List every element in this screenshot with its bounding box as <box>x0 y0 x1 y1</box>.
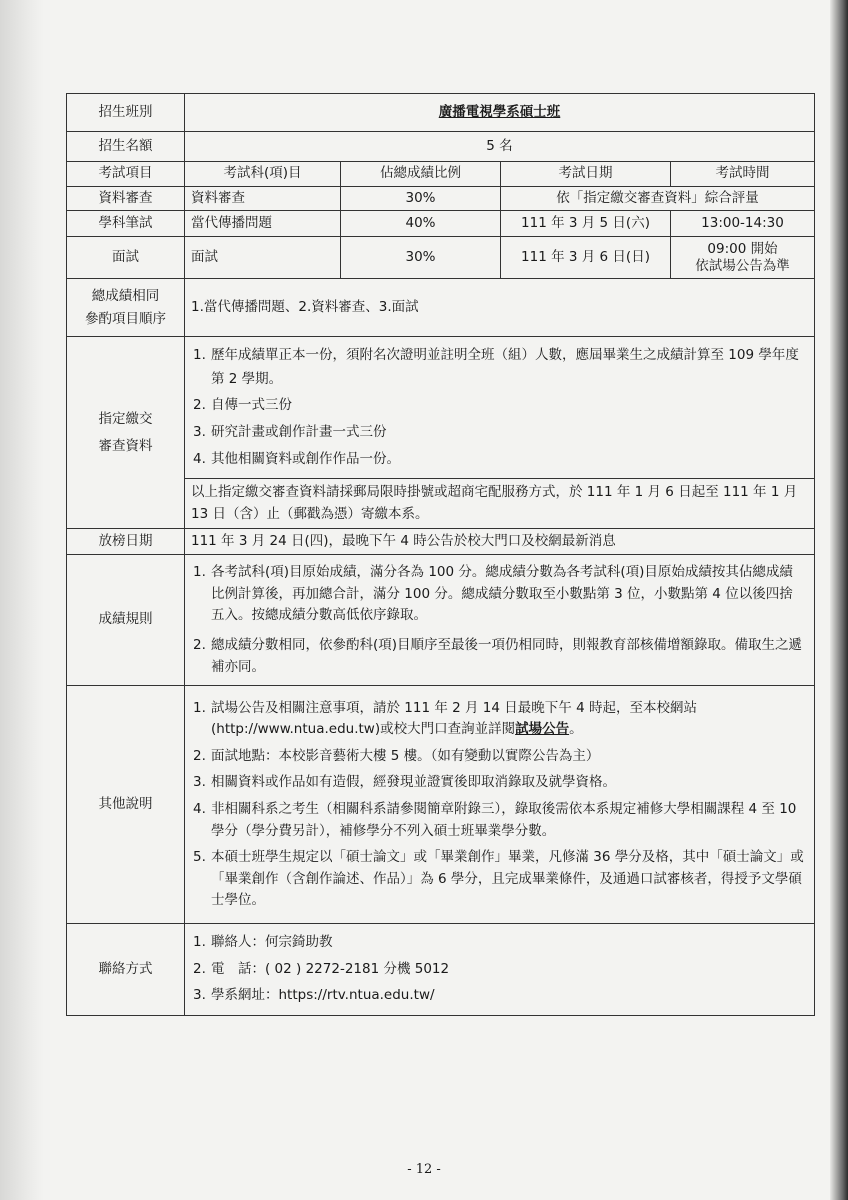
quota-row <box>67 132 815 162</box>
other-list <box>193 698 806 912</box>
other-cell <box>185 686 815 924</box>
list-item: 3. 學系網址：https://rtv.ntua.edu.tw/ <box>193 987 435 1004</box>
scoring-cell <box>185 555 815 686</box>
exam-row-interview <box>67 237 815 279</box>
exam-date: 111 年 3 月 6 日(日) <box>501 237 671 279</box>
program-row <box>67 94 815 132</box>
release-row <box>67 529 815 555</box>
contact-row <box>67 924 815 1016</box>
list-item: 2. 面試地點：本校影音藝術大樓 5 樓。（如有變動以實際公告為主） <box>193 747 600 764</box>
other-label: 其他說明 <box>67 686 185 924</box>
list-item: 5. 本碩士班學生規定以「碩士論文」或「畢業創作」畢業，凡修滿 36 學分及格，其中「碩士論文」或「畢業創作（含創作論述、作品）」為 6 學分，且完成畢業條件，及通過口試審核者，得授予文學碩士學位。 <box>193 849 804 909</box>
exam-time-line1: 09:00 開始 <box>707 240 778 257</box>
priority-label-line2: 參酌項目順序 <box>85 310 166 327</box>
list-item: 2. 總成績分數相同，依參酌科(項)目順序至最後一項仍相同時，則報教育部核備增額錄取。備取生之遞補亦同。 <box>193 637 803 675</box>
program-label: 招生班別 <box>67 94 185 132</box>
priority-value: 1.當代傳播問題、2.資料審查、3.面試 <box>185 279 815 337</box>
documents-label-line2: 審查資料 <box>98 437 153 454</box>
exam-time: 13:00-14:30 <box>671 211 815 237</box>
list-item: 2. 自傳一式三份 <box>193 397 292 414</box>
exam-ratio: 40% <box>341 211 501 237</box>
list-item: 4. 其他相關資料或創作作品一份。 <box>193 450 400 467</box>
exam-subject: 面試 <box>185 237 341 279</box>
release-value: 111 年 3 月 24 日(四)，最晚下午 4 時公告於校大門口及校網最新消息 <box>185 529 815 555</box>
exam-subject: 當代傳播問題 <box>185 211 341 237</box>
list-item: 3. 研究計畫或創作計畫一式三份 <box>193 424 387 440</box>
documents-list <box>193 344 806 471</box>
contact-label: 聯絡方式 <box>67 924 185 1016</box>
other-row <box>67 686 815 924</box>
exam-date: 111 年 3 月 5 日(六) <box>501 211 671 237</box>
col-header-item: 考試項目 <box>67 162 185 187</box>
documents-label <box>67 337 185 529</box>
contact-cell <box>185 924 815 1016</box>
priority-row <box>67 279 815 337</box>
program-value: 廣播電視學系碩士班 <box>185 94 815 132</box>
list-item: 1. 聯絡人：何宗錡助教 <box>193 934 333 951</box>
list-item: 1. 歷年成績單正本一份，須附名次證明並註明全班（組）人數，應屆畢業生之成績計算至 109 學年度第 2 學期。 <box>193 347 799 387</box>
exam-item: 資料審查 <box>67 186 185 211</box>
exam-header-row <box>67 162 815 187</box>
col-header-time: 考試時間 <box>671 162 815 187</box>
priority-label-line1: 總成績相同 <box>91 287 160 304</box>
scoring-row <box>67 555 815 686</box>
admission-info-table <box>66 93 815 1016</box>
exam-row-review <box>67 186 815 211</box>
scan-edge-shadow <box>830 0 848 1200</box>
exam-subject: 資料審查 <box>185 186 341 211</box>
scan-spine-shadow <box>0 0 44 1200</box>
exam-time-line2: 依試場公告為準 <box>695 257 790 274</box>
col-header-ratio: 佔總成績比例 <box>341 162 501 187</box>
scoring-label: 成績規則 <box>67 555 185 686</box>
contact-list <box>193 931 806 1008</box>
quota-value: 5 名 <box>185 132 815 162</box>
list-item: 4. 非相關科系之考生（相關科系請參閱簡章附錄三），錄取後需依本系規定補修大學相關課程 4 至 10 學分（學分費另計），補修學分不列入碩士班畢業學分數。 <box>193 800 797 839</box>
list-item: 3. 相關資料或作品如有造假，經發現並證實後即取消錄取及就學資格。 <box>193 774 616 791</box>
documents-row <box>67 337 815 479</box>
list-item: 1. 試場公告及相關注意事項，請於 111 年 2 月 14 日最晚下午 4 時起，至本校網站(http://www.ntua.edu.tw)或校大門口查詢並詳閱試場公告。 <box>193 699 697 738</box>
exam-ratio: 30% <box>341 237 501 279</box>
exam-ratio: 30% <box>341 186 501 211</box>
list-item: 1. 各考試科(項)目原始成績，滿分各為 100 分。總成績分數為各考試科(項)目原始成績按其佔總成績比例計算後，再加總合計，滿分 100 分。總成績分數取至小數點第 3 位，小數點第 4 位以後四捨五入。按總成績分數高低依序錄取。 <box>193 564 793 624</box>
list-item: 2. 電 話：( 02 ) 2272-2181 分機 5012 <box>193 960 450 977</box>
documents-list-cell <box>185 337 815 479</box>
documents-note: 以上指定繳交審查資料請採郵局限時掛號或超商宅配服務方式，於 111 年 1 月 6 日起至 111 年 1 月 13 日（含）止（郵戳為憑）寄繳本系。 <box>185 479 815 529</box>
item1-text: 試場公告及相關注意事項，請於 111 年 2 月 14 日最晚下午 4 時起，至本校網站(http://www.ntua.edu.tw)或校大門口查詢並詳閱 <box>211 699 697 738</box>
quota-label: 招生名額 <box>67 132 185 162</box>
announcement-link-text: 試場公告 <box>515 721 570 738</box>
exam-time <box>671 237 815 279</box>
scoring-list <box>193 562 806 678</box>
documents-label-line1: 指定繳交 <box>98 410 153 427</box>
exam-date-span: 依「指定繳交審查資料」綜合評量 <box>501 186 815 211</box>
col-header-date: 考試日期 <box>501 162 671 187</box>
exam-item: 面試 <box>67 237 185 279</box>
page-number: - 12 - <box>407 1162 441 1177</box>
release-label: 放榜日期 <box>67 529 185 555</box>
exam-row-written <box>67 211 815 237</box>
exam-item: 學科筆試 <box>67 211 185 237</box>
col-header-subject: 考試科(項)目 <box>185 162 341 187</box>
priority-label <box>67 279 185 337</box>
